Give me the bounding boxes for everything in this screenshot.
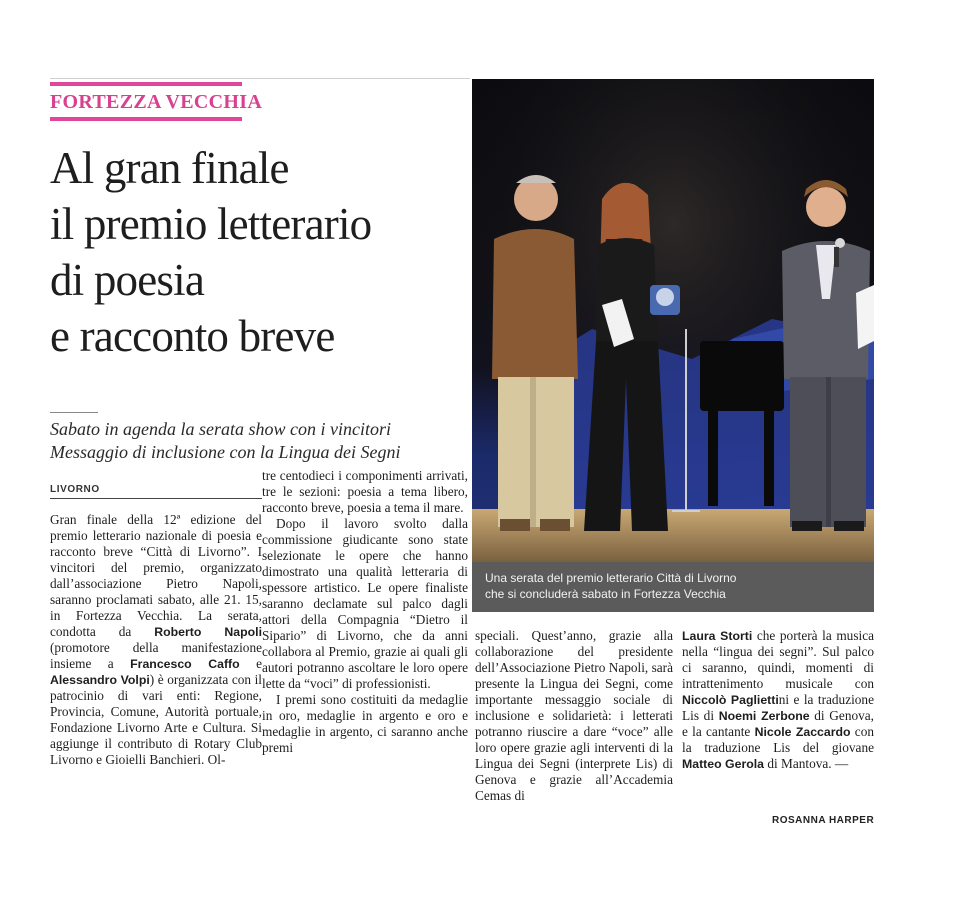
subheadline	[50, 418, 470, 464]
body-text: (promotore della manifestazione insieme a	[50, 640, 262, 671]
person-name: Alessandro Volpi	[50, 673, 150, 687]
headline	[50, 140, 470, 364]
body-text: di Genova, e la cantante	[682, 708, 874, 739]
paragraph: Dopo il lavoro svolto dalla commissione giudicante sono state selezionate le opere che hanno dimostrato una qualità letteraria di spessore artistico. Le opere finaliste saranno declamate sul palco dagli attori della Compagnia “Dietro il Sipario” di Livorno, che da anni collabora al Premio, grazie ai quali gli autori potranno ascoltare le loro opere lette da “voci” di professionisti.	[262, 516, 468, 691]
body-text: con la traduzione Lis del giovane	[682, 724, 874, 755]
person-name: Francesco Caffo	[130, 657, 240, 671]
headline-line: di poesia	[50, 255, 205, 305]
photo-caption	[472, 562, 874, 612]
person-name: Roberto Napoli	[154, 625, 262, 639]
paragraph: tre centodieci i componimenti arrivati, tre le sezioni: poesia a tema libero, racconto breve, poesia a tema il mare.	[262, 468, 468, 515]
body-text: e	[256, 656, 263, 671]
subheadline-line: Messaggio di inclusione con la Lingua dei Segni	[50, 442, 401, 462]
article-column-2	[262, 468, 468, 756]
person-name: Niccolò Paglietti	[682, 693, 779, 707]
paragraph: I premi sono costituiti da medaglie in oro, medaglie in argento e oro e medaglie in argento, ci saranno anche premi	[262, 692, 468, 755]
subheadline-line: Sabato in agenda la serata show con i vincitori	[50, 419, 391, 439]
byline: ROSANNA HARPER	[772, 815, 875, 826]
body-text: di Mantova. —	[767, 756, 849, 771]
headline-line: e racconto breve	[50, 311, 335, 361]
paragraph: speciali. Quest’anno, grazie alla collaborazione del presidente dell’Associazione Pietro Napoli, sarà presente la Lingua dei Segni, come importante messaggio sociale di inclusione e solidarietà: i letterati potranno riuscire a dare “voce” alle loro opere grazie agli interventi di la Lingua dei Segni (interprete Lis) di Genova e grazie all’Accademia Cemas di	[475, 628, 673, 803]
article-column-1	[50, 512, 262, 768]
person-name: Matteo Gerola	[682, 757, 764, 771]
body-text: ) è organizzata con il patrocinio di vari enti: Regione, Provincia, Comune, Autorità portuale, Fondazione Livorno Arte e Cultura. Si aggiunge il contributo di Rotary Club Livorno e Gioielli Banchieri. Ol-	[50, 672, 262, 767]
kicker-bottom-bar	[50, 117, 242, 121]
body-text: che porterà la musica nella “lingua dei segni”. Sul palco ci saranno, quindi, momenti di intrattenimento musicale con	[682, 628, 874, 691]
person-name: Noemi Zerbone	[718, 709, 810, 723]
body-text: Gran finale della 12ª edizione del premio letterario nazionale di poesia e racconto breve “Città di Livorno”. I vincitori del premio, organizzato dall’associazione Pietro Napoli, saranno proclamati sabato, alle 21. 15, in Fortezza Vecchia. La serata, condotta da	[50, 512, 262, 639]
article-column-3	[475, 628, 673, 804]
dateline-rule	[50, 498, 262, 499]
kicker-text: FORTEZZA VECCHIA	[50, 91, 263, 113]
event-photo	[472, 79, 874, 562]
body-text: ni e la traduzione Lis di	[682, 692, 874, 723]
top-rule	[50, 78, 470, 79]
caption-line: Una serata del premio letterario Città di Livorno	[485, 571, 737, 585]
article-column-4	[682, 628, 874, 772]
headline-line: Al gran finale	[50, 143, 289, 193]
dateline: LIVORNO	[50, 484, 100, 495]
section-kicker	[50, 82, 263, 121]
person-name: Nicole Zaccardo	[754, 725, 851, 739]
caption-line: che si concluderà sabato in Fortezza Vecchia	[485, 587, 726, 601]
deck-rule	[50, 412, 98, 413]
stage-illustration	[472, 79, 874, 562]
person-name: Laura Storti	[682, 629, 753, 643]
headline-line: il premio letterario	[50, 199, 372, 249]
